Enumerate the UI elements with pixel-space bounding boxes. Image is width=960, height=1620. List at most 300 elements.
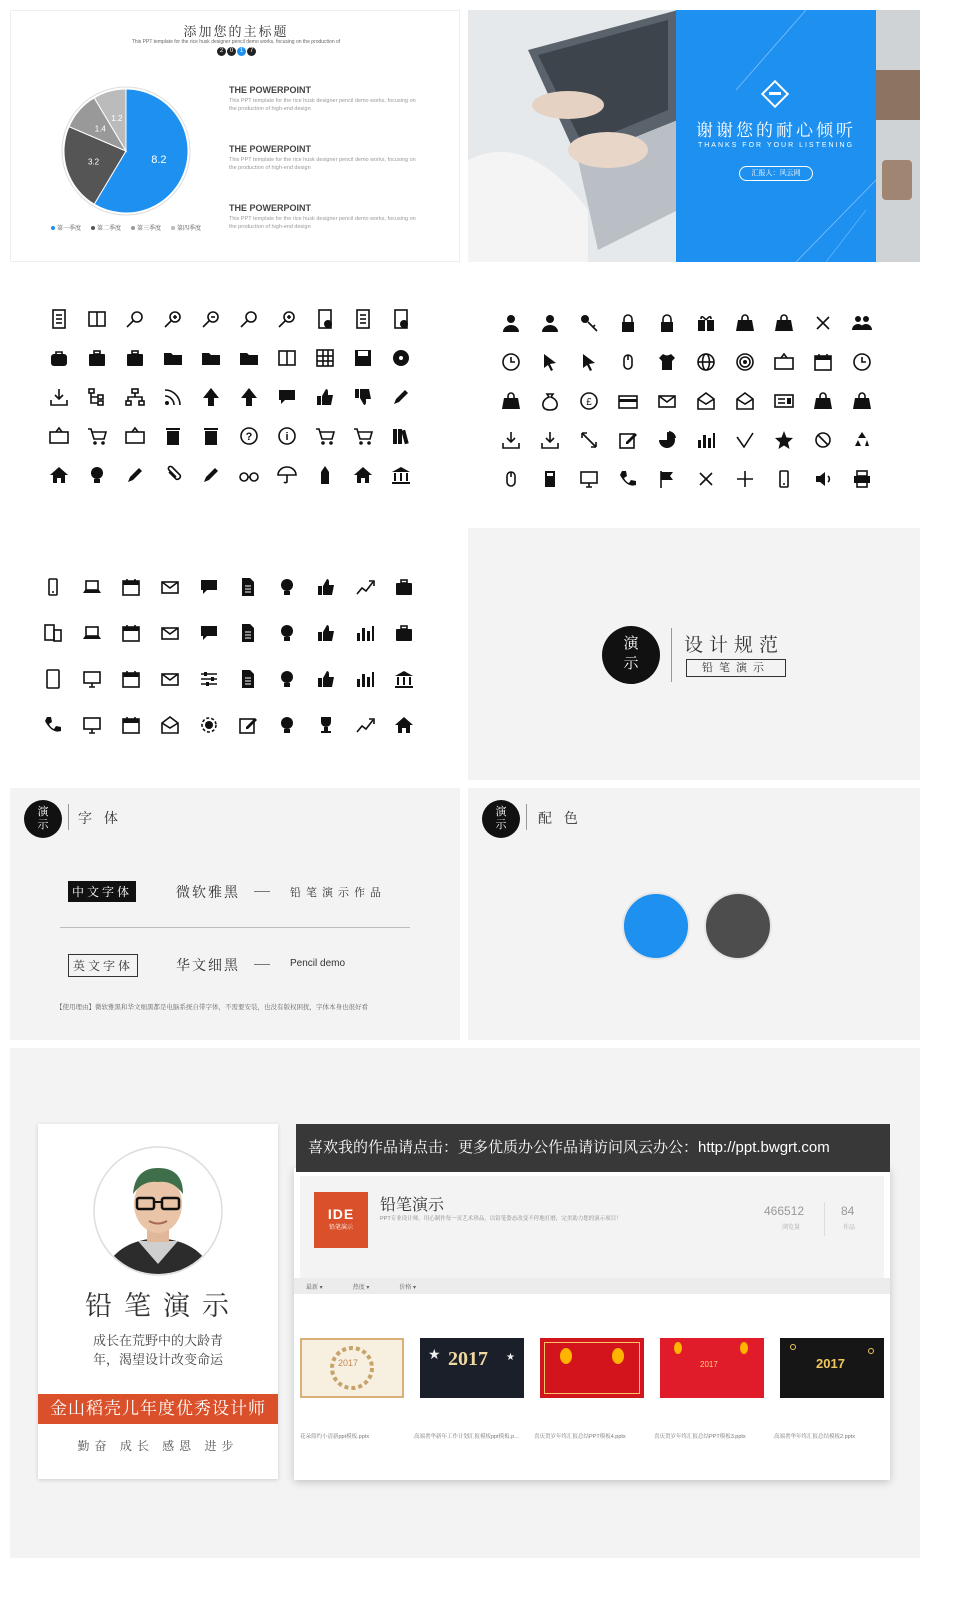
tree-icon [86, 386, 108, 408]
bulb-icon [276, 576, 298, 598]
bank-icon [390, 464, 412, 486]
year-digit: 1 [237, 47, 246, 56]
id-card-icon [773, 390, 795, 412]
purse-icon [500, 390, 522, 412]
resize-icon [578, 429, 600, 451]
stat-divider [824, 1202, 825, 1236]
tower-icon [314, 464, 336, 486]
mobile-phone-icon [773, 468, 795, 490]
zoom-in-icon [276, 308, 298, 330]
books-icon [390, 425, 412, 447]
disc-icon [390, 347, 412, 369]
pencil-icon [390, 386, 412, 408]
recycle-icon [851, 429, 873, 451]
filter-tab-price[interactable]: 价格 ▾ [399, 1284, 417, 1291]
laptop-icon [81, 576, 103, 598]
icon-grid [42, 576, 432, 760]
sale-tag-icon [124, 425, 146, 447]
briefcase-icon [393, 576, 415, 598]
purse-icon [812, 390, 834, 412]
cursor-icon [539, 351, 561, 373]
profile-motto: 年，渴望设计改变命运 [92, 1352, 223, 1367]
section-badge [602, 626, 660, 684]
legend-dot [51, 226, 55, 230]
umbrella-icon [276, 464, 298, 486]
calendar-icon [120, 668, 142, 690]
color-swatch-blue [622, 892, 690, 960]
lock-icon [656, 312, 678, 334]
key-icon [578, 312, 600, 334]
cart-icon [86, 425, 108, 447]
thumbnail-caption[interactable]: 高端奢华年终汇报总结模板2.pptx [774, 1434, 855, 1440]
text-block [229, 85, 416, 113]
legend-item [51, 223, 81, 232]
document-list-icon [237, 622, 259, 644]
en-font-sample: Pencil demo [290, 958, 346, 969]
home-icon [393, 714, 415, 736]
star-icon: ★ [428, 1346, 441, 1362]
cn-font-sample: 铅笔演示作品 [290, 887, 386, 899]
thumbs-up-icon [315, 622, 337, 644]
thanks-title: 谢谢您的耐心倾听 [696, 121, 856, 140]
calendar-icon [120, 576, 142, 598]
speaker-icon [812, 468, 834, 490]
template-thumbnail[interactable] [300, 1338, 404, 1398]
globe-icon [695, 351, 717, 373]
folder-icon [162, 347, 184, 369]
pie-legend [51, 223, 201, 232]
clock-icon [500, 351, 522, 373]
up-arrow-icon [238, 386, 260, 408]
chat-icon [276, 386, 298, 408]
thumbs-up-icon [314, 386, 336, 408]
purse-icon [851, 390, 873, 412]
shop-logo [314, 1192, 368, 1248]
rss-icon [162, 386, 184, 408]
template-thumbnail[interactable] [660, 1338, 764, 1398]
document-list-icon [237, 668, 259, 690]
divider [671, 628, 672, 682]
tablet-icon [42, 668, 64, 690]
laptop-icon [81, 622, 103, 644]
text-block [229, 203, 416, 231]
edit-icon [237, 714, 259, 736]
pie-label: 1.4 [94, 124, 106, 134]
trash-icon [200, 425, 222, 447]
bulb-icon [276, 576, 298, 598]
template-thumbnail[interactable] [420, 1338, 524, 1398]
search-icon [238, 308, 260, 330]
mouse-icon [617, 351, 639, 373]
growth-chart-icon [354, 576, 376, 598]
briefcase-icon [86, 347, 108, 369]
calendar-icon [120, 714, 142, 736]
mail-icon [159, 622, 181, 644]
bulb-icon [276, 668, 298, 690]
filter-tab-latest[interactable]: 最新 ▾ [306, 1284, 323, 1291]
paperclip-icon [162, 464, 184, 486]
mouse-icon [500, 468, 522, 490]
thanks-subtitle: THANKS FOR YOUR LISTENING [697, 142, 855, 149]
spec-subtitle: 铅笔演示 [686, 659, 786, 677]
disc-icon [390, 347, 412, 369]
calendar-icon [120, 668, 142, 690]
legend-label: 第四季度 [177, 226, 202, 232]
sale-tag-icon [773, 351, 795, 373]
umbrella-icon [276, 464, 298, 486]
calendar-icon [812, 351, 834, 373]
badge-text: 示 [623, 655, 639, 672]
document-list-icon [237, 668, 259, 690]
year-badges [217, 47, 256, 56]
printer-icon [851, 468, 873, 490]
monitor-icon [81, 714, 103, 736]
section-title: 字 体 [78, 810, 122, 826]
table-icon [314, 347, 336, 369]
template-thumbnail[interactable] [780, 1338, 884, 1398]
legend-dot [171, 226, 175, 230]
team-icon [851, 312, 873, 334]
chat-icon [198, 576, 220, 598]
mail-icon [656, 390, 678, 412]
purse-icon [734, 312, 756, 334]
search-icon [124, 308, 146, 330]
mail-icon [159, 668, 181, 690]
thumbnail-caption[interactable]: 高端奢华新年工作计划汇报模板ppt模板.p... [414, 1434, 519, 1440]
star-icon: ★ [506, 1352, 515, 1363]
save-icon [352, 347, 374, 369]
mail-open-icon [734, 390, 756, 412]
cart-icon [86, 425, 108, 447]
thumbs-up-icon [315, 668, 337, 690]
bar-chart-icon [695, 429, 717, 451]
key-icon [578, 312, 600, 334]
mobile-phone-icon [42, 576, 64, 598]
icon-grid [500, 312, 890, 507]
ban-icon [812, 429, 834, 451]
chat-icon [198, 622, 220, 644]
briefcase-icon [393, 622, 415, 644]
color-swatch-gray [704, 892, 772, 960]
cart-icon [352, 425, 374, 447]
divider-line [60, 927, 410, 928]
chat-icon [198, 622, 220, 644]
star-icon [773, 429, 795, 451]
zoom-in-icon [162, 308, 184, 330]
bag-icon [48, 347, 70, 369]
close-icon [695, 468, 717, 490]
zoom-in-icon [276, 308, 298, 330]
trophy-icon [315, 714, 337, 736]
coin-icon [578, 390, 600, 412]
thumb-year: 2017 [816, 1356, 845, 1371]
slide-icons-c [10, 528, 460, 780]
thumb-year: 2017 [338, 1358, 359, 1368]
speaker-icon [812, 468, 834, 490]
sliders-icon [198, 668, 220, 690]
user-icon [539, 312, 561, 334]
mail-icon [159, 622, 181, 644]
thumbnail-caption[interactable]: 花朵简约小清新ppt模板.pptx [300, 1434, 370, 1440]
telephone-icon [42, 714, 64, 736]
ban-icon [812, 429, 834, 451]
growth-chart-icon [354, 714, 376, 736]
sale-tag-icon [124, 425, 146, 447]
promo-banner-text[interactable]: 喜欢我的作品请点击：更多优质办公作品请访问风云办公：http://ppt.bwgrt.com [308, 1139, 830, 1156]
legend-item [171, 223, 201, 232]
mail-open-icon [695, 390, 717, 412]
block-line: the production of high-end design [229, 164, 311, 171]
badge-text: 示 [37, 819, 49, 831]
purse-icon [812, 390, 834, 412]
thumbs-up-icon [315, 622, 337, 644]
promo-card [294, 1168, 890, 1480]
document-list-icon [237, 576, 259, 598]
plus-icon [734, 468, 756, 490]
mobile-phone-icon [773, 468, 795, 490]
recycle-icon [851, 429, 873, 451]
lock-icon [617, 312, 639, 334]
lock-icon [656, 312, 678, 334]
shop-logo-text: IDE [327, 1206, 355, 1222]
monitor-icon [578, 468, 600, 490]
lantern-icon [740, 1342, 748, 1354]
svg-text:i: i [285, 431, 289, 443]
legend-dot [91, 226, 95, 230]
up-arrow-icon [238, 386, 260, 408]
mail-icon [159, 668, 181, 690]
gift-icon [695, 312, 717, 334]
info-icon [276, 425, 298, 447]
wreath-graphic [302, 1340, 402, 1396]
document-icon [352, 308, 374, 330]
bank-icon [390, 464, 412, 486]
purse-icon [773, 312, 795, 334]
laptop-photo [468, 10, 678, 262]
home-icon [48, 464, 70, 486]
folder-icon [200, 347, 222, 369]
document-remove-icon [390, 308, 412, 330]
sale-tag-icon [48, 425, 70, 447]
briefcase-icon [393, 576, 415, 598]
monitor-icon [81, 714, 103, 736]
globe-icon [695, 351, 717, 373]
save-icon [352, 347, 374, 369]
cursor-icon [539, 351, 561, 373]
paperclip-icon [162, 464, 184, 486]
star-icon [773, 429, 795, 451]
telephone-icon [617, 468, 639, 490]
org-chart-icon [124, 386, 146, 408]
mouse-icon [500, 468, 522, 490]
dash [254, 891, 270, 892]
money-bag-icon [539, 390, 561, 412]
monitor-icon [81, 668, 103, 690]
calculator-icon [539, 468, 561, 490]
calendar-icon [120, 576, 142, 598]
slide-title: 添加您的主标题 [183, 24, 289, 39]
briefcase-icon [86, 347, 108, 369]
stat-value: 466512 [764, 1204, 805, 1218]
check-icon [734, 429, 756, 451]
devices-icon [42, 622, 64, 644]
thumb-year: 2017 [448, 1348, 488, 1370]
sale-tag-icon [48, 425, 70, 447]
profile-values: 勤奋 成长 感恩 进步 [77, 1439, 239, 1453]
close-icon [695, 468, 717, 490]
purse-icon [851, 390, 873, 412]
download-icon [539, 429, 561, 451]
block-heading: THE POWERPOINT [229, 144, 312, 154]
mail-icon [159, 576, 181, 598]
thumb-border [544, 1342, 640, 1394]
slide-design-spec [468, 528, 920, 780]
award-banner: 金山稻壳儿年度优秀设计师 [38, 1394, 278, 1424]
book-icon [276, 347, 298, 369]
cart-icon [314, 425, 336, 447]
profile-section [10, 1048, 920, 1558]
slide-pie-chart [10, 10, 460, 262]
badge-text: 演 [623, 635, 639, 652]
laptop-icon [81, 576, 103, 598]
calendar-icon [120, 622, 142, 644]
cn-font-label: 中文字体 [68, 881, 136, 902]
shop-name: 铅笔演示 [380, 1197, 445, 1214]
download-icon [500, 429, 522, 451]
folder-icon [162, 347, 184, 369]
template-thumbnail[interactable] [540, 1338, 644, 1398]
growth-chart-icon [354, 714, 376, 736]
pie-chart [51, 81, 201, 221]
document-remove-icon [390, 308, 412, 330]
bulb-icon [276, 622, 298, 644]
bulb-icon [276, 714, 298, 736]
purse-icon [734, 312, 756, 334]
svg-text:?: ? [245, 431, 253, 443]
home-icon [352, 464, 374, 486]
settings-icon [198, 714, 220, 736]
bank-icon [393, 668, 415, 690]
monitor-icon [578, 468, 600, 490]
plus-icon [734, 468, 756, 490]
download-icon [48, 386, 70, 408]
help-icon [238, 425, 260, 447]
pie-icon [656, 429, 678, 451]
laptop-icon [81, 622, 103, 644]
document-icon [352, 308, 374, 330]
reporter-pill: 汇报人：风云网 [739, 166, 813, 181]
bulb-icon [276, 622, 298, 644]
book-icon [276, 347, 298, 369]
mail-icon [656, 390, 678, 412]
target-icon [734, 351, 756, 373]
thumbnail-caption[interactable]: 喜庆贺岁年终汇报总结PPT模板3.pptx [654, 1434, 746, 1440]
clock-icon [851, 351, 873, 373]
mail-open-icon [734, 390, 756, 412]
lock-icon [617, 312, 639, 334]
slide-thanks [468, 10, 920, 262]
promo-banner[interactable] [296, 1124, 890, 1172]
calendar-icon [120, 714, 142, 736]
zoom-out-icon [200, 308, 222, 330]
profile-card [38, 1124, 278, 1479]
bar-chart-icon [354, 622, 376, 644]
legend-label: 第一季度 [57, 226, 82, 232]
monitor-icon [81, 668, 103, 690]
trash-icon [162, 425, 184, 447]
section-badge [482, 800, 520, 838]
filter-tab-hot[interactable]: 热度 ▾ [352, 1284, 370, 1291]
thumbs-up-icon [315, 668, 337, 690]
up-arrow-icon [200, 386, 222, 408]
download-icon [539, 429, 561, 451]
profile-motto: 成长在荒野中的大龄青 [92, 1333, 223, 1348]
legend-item [131, 223, 161, 232]
cursor-icon [578, 351, 600, 373]
book-icon [86, 308, 108, 330]
credit-card-icon [617, 390, 639, 412]
bulb-icon [86, 464, 108, 486]
mouse-icon [617, 351, 639, 373]
check-icon [734, 429, 756, 451]
briefcase-icon [124, 347, 146, 369]
cn-font-name: 微软雅黑 [176, 884, 240, 900]
mail-open-icon [159, 714, 181, 736]
legend-label: 第二季度 [97, 226, 122, 232]
book-icon [86, 308, 108, 330]
user-icon [539, 312, 561, 334]
help-icon [238, 425, 260, 447]
thumbnail-caption[interactable]: 喜庆贺岁年终汇报总结PPT模板4.pptx [534, 1434, 626, 1440]
thumbs-up-icon [315, 576, 337, 598]
zoom-in-icon [162, 308, 184, 330]
en-font-label: 英文字体 [68, 954, 138, 977]
block-line: This PPT template for the rice husk designer pencil demo works, focusing on [229, 157, 416, 163]
folder-icon [238, 347, 260, 369]
up-arrow-icon [200, 386, 222, 408]
search-icon [238, 308, 260, 330]
badge-text: 示 [495, 819, 507, 831]
block-line: This PPT template for the rice husk designer pencil demo works, focusing on [229, 98, 416, 104]
icon-grid [48, 308, 428, 503]
mail-open-icon [695, 390, 717, 412]
pencil-icon [200, 464, 222, 486]
glasses-icon [238, 464, 260, 486]
block-heading: THE POWERPOINT [229, 85, 312, 95]
slide-subtitle: This PPT template for the rice husk designer pencil demo works, focusing on the production of [131, 39, 341, 45]
bulb-icon [276, 668, 298, 690]
growth-chart-icon [354, 576, 376, 598]
divider [526, 804, 527, 830]
font-note: 【使用理由】微软雅黑和华文细黑都是电脑系统自带字体，不需要安装，也没有版权困扰，字体本身也很好看 [56, 1004, 368, 1011]
calendar-icon [120, 622, 142, 644]
ornament-icon [790, 1344, 796, 1350]
slide-fonts [10, 788, 460, 1040]
year-digit: 0 [227, 47, 236, 56]
org-chart-icon [124, 386, 146, 408]
bar-chart-icon [354, 622, 376, 644]
pie-label: 8.2 [151, 154, 167, 167]
clock-icon [500, 351, 522, 373]
cart-icon [352, 425, 374, 447]
target-icon [734, 351, 756, 373]
cart-icon [314, 425, 336, 447]
id-card-icon [773, 390, 795, 412]
mail-open-icon [159, 714, 181, 736]
legend-item [91, 223, 121, 232]
gift-icon [695, 312, 717, 334]
mobile-phone-icon [42, 576, 64, 598]
